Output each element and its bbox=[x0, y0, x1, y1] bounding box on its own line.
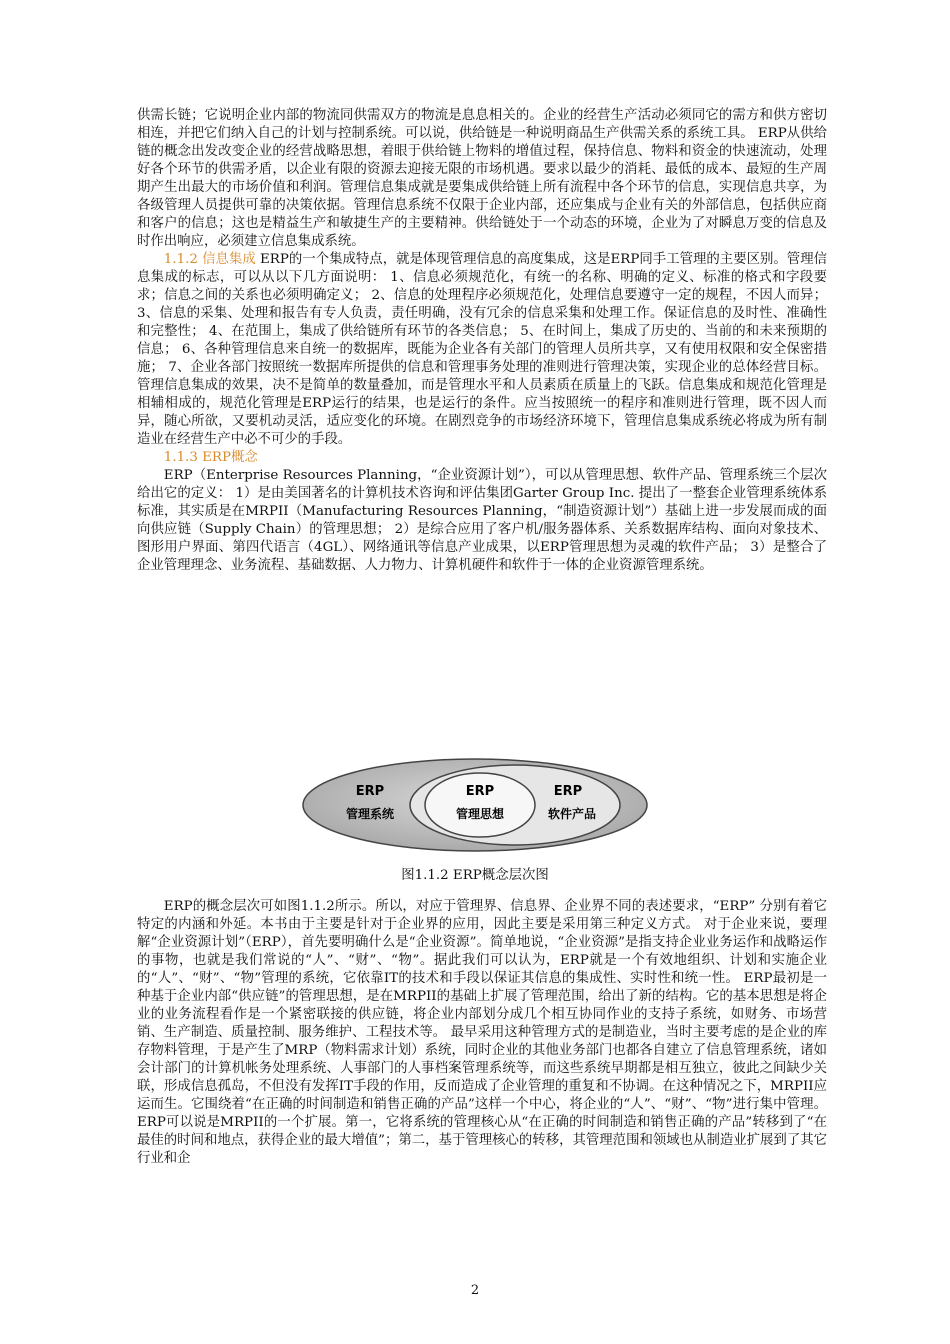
section-heading-113: 1.1.3 ERP概念 bbox=[163, 450, 258, 465]
bottom-text-block bbox=[137, 898, 827, 1168]
section-heading-112: 1.1.2 信息集成 bbox=[163, 252, 256, 267]
top-text-block bbox=[137, 107, 827, 575]
outer-label-top: ERP bbox=[355, 784, 385, 799]
section-113-body: ERP（Enterprise Resources Planning，“企业资源计划”），可以从管理思想、软件产品、管理系统三个层次给出它的定义： 1）是由美国著名的计算机技术咨询和评估集团Garter Group Inc. 提出了一整套企业管理系统体系标准，其实质是在MRPII（Manufacturing Resources Planning，“制造资源计划”）基础上进一步发展而成的面向供应链（Supply Chain）的管理思想； 2）是综合应用了客户机/服务器体系、关系数据库结构、面向对象技术、图形用户界面、第四代语言（4GL）、网络通讯等信息产业成果，以ERP管理思想为灵魂的软件产品； 3）是整合了企业管理理念、业务流程、基础数据、人力物力、计算机硬件和软件于一体的企业资源管理系统。 bbox=[137, 468, 827, 573]
erp-ellipse-diagram bbox=[300, 755, 650, 855]
section-112-paragraph bbox=[137, 251, 827, 449]
page-number: 2 bbox=[470, 1283, 480, 1298]
outer-label-bottom: 管理系统 bbox=[345, 807, 395, 821]
paragraph: 供需长链；它说明企业内部的物流同供需双方的物流是息息相关的。企业的经营生产活动必须同它的需方和供方密切相连，并把它们纳入自己的计划与控制系统。可以说，供给链是一种说明商品生产供需关系的系统工具。 ERP从供给链的概念出发改变企业的经营战略思想，着眼于供给链上物料的增值过程，保持信息、物料和资金的快速流动，处理好各个环节的供需矛盾，以企业有限的资源去迎接无限的市场机遇。要求以最少的消耗、最低的成本、最短的生产周期产生出最大的市场价值和利润。管理信息集成就是要集成供给链上所有流程中各个环节的信息，实现信息共享，为各级管理人员提供可靠的决策依据。管理信息系统不仅限于企业内部，还应集成与企业有关的外部信息，包括供应商和客户的信息；这也是精益生产和敏捷生产的主要精神。供给链处于一个动态的环境，企业为了对瞬息万变的信息及时作出响应，必须建立信息集成系统。 bbox=[137, 108, 827, 249]
right-label-bottom: 软件产品 bbox=[547, 807, 597, 821]
right-label-top: ERP bbox=[553, 784, 583, 799]
middle-label-top: ERP bbox=[465, 784, 495, 799]
figure-caption: 图1.1.2 ERP概念层次图 bbox=[401, 868, 549, 883]
erp-concept-figure bbox=[300, 755, 650, 855]
paragraph: ERP的概念层次可如图1.1.2所示。所以，对应于管理界、信息界、企业界不同的表述要求，“ERP” 分别有着它特定的内涵和外延。本书由于主要是针对于企业界的应用，因此主要是采用第三种定义方式。 对于企业来说，要理解“企业资源计划”（ERP），首先要明确什么是“企业资源”。简单地说，“企业资源”是指支持企业业务运作和战略运作的事物，也就是我们常说的“人”、“财”、“物”。据此我们可以认为，ERP就是一个有效地组织、计划和实施企业的“人”、“财”、“物”管理的系统，它依靠IT的技术和手段以保证其信息的集成性、实时性和统一性。 ERP最初是一种基于企业内部“供应链”的管理思想，是在MRPII的基础上扩展了管理范围，给出了新的结构。它的基本思想是将企业的业务流程看作是一个紧密联接的供应链，将企业内部划分成几个相互协同作业的支持子系统，如财务、市场营销、生产制造、质量控制、服务维护、工程技术等。 最早采用这种管理方式的是制造业，当时主要考虑的是企业的库存物料管理，于是产生了MRP（物料需求计划）系统，同时企业的其他业务部门也都各自建立了信息管理系统，诸如会计部门的计算机帐务处理系统、人事部门的人事档案管理系统等，而这些系统早期都是相互独立，彼此之间缺少关联，形成信息孤岛，不但没有发挥IT手段的作用，反而造成了企业管理的重复和不协调。在这种情况之下，MRPII应运而生。它围绕着“在正确的时间制造和销售正确的产品”这样一个中心，将企业的“人”、“财”、“物”进行集中管理。 ERP可以说是MRPII的一个扩展。第一，它将系统的管理核心从“在正确的时间制造和销售正确的产品”转移到了“在最佳的时间和地点，获得企业的最大增值”；第二，基于管理核心的转移，其管理范围和领域也从制造业扩展到了其它行业和企 bbox=[137, 899, 827, 1166]
inner-ellipse bbox=[425, 773, 535, 837]
middle-label-bottom: 管理思想 bbox=[455, 807, 505, 821]
section-112-body: ERP的一个集成特点，就是体现管理信息的高度集成，这是ERP同手工管理的主要区别。管理信息集成的标志，可以从以下几方面说明： 1、信息必须规范化，有统一的名称、明确的定义、标准的格式和字段要求；信息之间的关系也必须明确定义； 2、信息的处理程序必须规范化，处理信息要遵守一定的规程，不因人而异； 3、信息的采集、处理和报告有专人负责，责任明确，没有冗余的信息采集和处理工作。保证信息的及时性、准确性和完整性； 4、在范围上，集成了供给链所有环节的各类信息； 5、在时间上，集成了历史的、当前的和未来预期的信息； 6、各种管理信息来自统一的数据库，既能为企业各有关部门的管理人员所共享，又有使用权限和安全保密措施； 7、企业各部门按照统一数据库所提供的信息和管理事务处理的准则进行管理决策，实现企业的总体经营目标。 管理信息集成的效果，决不是简单的数量叠加，而是管理水平和人员素质在质量上的飞跃。信息集成和规范化管理是相辅相成的，规范化管理是ERP运行的结果，也是运行的条件。应当按照统一的程序和准则进行管理，既不因人而异，随心所欲，又要机动灵活，适应变化的环境。在剧烈竞争的市场经济环境下，管理信息集成系统必将成为所有制造业在经营生产中必不可少的手段。 bbox=[137, 252, 827, 447]
